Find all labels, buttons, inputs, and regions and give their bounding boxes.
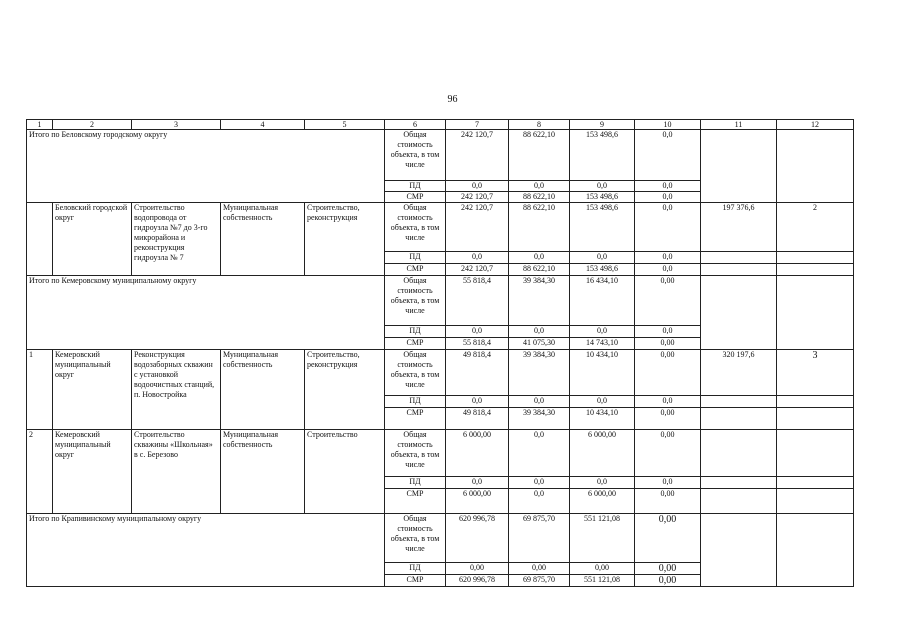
column-number-cell: 6 xyxy=(385,120,446,130)
amount-cell: 0,00 xyxy=(635,489,701,514)
column-number-cell: 5 xyxy=(305,120,385,130)
amount-cell: 153 498,6 xyxy=(570,203,635,252)
amount-cell: 0,00 xyxy=(635,514,701,563)
amount-cell: 0,00 xyxy=(509,563,570,575)
cost-type-label: СМР xyxy=(385,575,446,587)
column-number-cell: 9 xyxy=(570,120,635,130)
ownership-cell: Муниципальная собственность xyxy=(221,350,305,430)
capacity-cell xyxy=(701,514,777,587)
amount-cell: 88 622,10 xyxy=(509,264,570,276)
capacity-cell xyxy=(701,276,777,350)
column-number-cell: 2 xyxy=(53,120,132,130)
object-name-cell: Строительство скважины «Школьная» в с. Березово xyxy=(132,430,221,514)
amount-cell: 0,0 xyxy=(635,326,701,338)
district-total-title: Итого по Кемеровскому муниципальному округу xyxy=(27,276,385,350)
municipality-cell: Беловский городской округ xyxy=(53,203,132,276)
amount-cell: 88 622,10 xyxy=(509,192,570,203)
amount-cell: 153 498,6 xyxy=(570,130,635,181)
cost-type-label: Общая стоимость объекта, в том числе xyxy=(385,430,446,477)
cost-type-label: ПД xyxy=(385,477,446,489)
amount-cell: 6 000,00 xyxy=(570,430,635,477)
object-row xyxy=(27,430,854,477)
commission-year-cell: 2 xyxy=(777,203,854,252)
object-row xyxy=(27,203,854,252)
amount-cell: 0,0 xyxy=(509,396,570,408)
amount-cell: 39 384,30 xyxy=(509,408,570,430)
cost-type-label: ПД xyxy=(385,563,446,575)
ownership-cell: Муниципальная собственность xyxy=(221,430,305,514)
commission-year-cell xyxy=(777,252,854,264)
capacity-cell xyxy=(701,396,777,408)
amount-cell: 0,0 xyxy=(570,326,635,338)
amount-cell: 0,0 xyxy=(446,181,509,192)
amount-cell: 0,0 xyxy=(446,396,509,408)
amount-cell: 16 434,10 xyxy=(570,276,635,326)
amount-cell: 0,0 xyxy=(509,489,570,514)
amount-cell: 242 120,7 xyxy=(446,264,509,276)
cost-type-label: Общая стоимость объекта, в том числе xyxy=(385,203,446,252)
amount-cell: 10 434,10 xyxy=(570,408,635,430)
amount-cell: 620 996,78 xyxy=(446,575,509,587)
amount-cell: 0,0 xyxy=(570,181,635,192)
capacity-cell: 320 197,6 xyxy=(701,350,777,396)
cost-type-label: Общая стоимость объекта, в том числе xyxy=(385,350,446,396)
column-number-cell: 11 xyxy=(701,120,777,130)
amount-cell: 6 000,00 xyxy=(446,489,509,514)
amount-cell: 14 743,10 xyxy=(570,338,635,350)
total-row xyxy=(27,130,854,181)
cost-type-label: ПД xyxy=(385,181,446,192)
amount-cell: 242 120,7 xyxy=(446,203,509,252)
object-name-cell: Реконструкция водозаборных скважин с установкой водоочистных станций, п. Новостройка xyxy=(132,350,221,430)
capacity-cell xyxy=(701,252,777,264)
amount-cell: 0,0 xyxy=(635,252,701,264)
object-name-cell: Строительство водопровода от гидроузла №7 до 3-го микрорайона и реконструкция гидроузла № 7 xyxy=(132,203,221,276)
amount-cell: 0,0 xyxy=(509,181,570,192)
district-total-title: Итого по Беловскому городскому округу xyxy=(27,130,385,203)
amount-cell: 49 818,4 xyxy=(446,408,509,430)
page-number: 96 xyxy=(447,94,458,105)
capacity-cell xyxy=(701,430,777,477)
amount-cell: 55 818,4 xyxy=(446,338,509,350)
cost-type-label: Общая стоимость объекта, в том числе xyxy=(385,514,446,563)
municipality-cell: Кемеровский муниципальный округ xyxy=(53,350,132,430)
amount-cell: 0,0 xyxy=(570,477,635,489)
amount-cell: 49 818,4 xyxy=(446,350,509,396)
object-row xyxy=(27,350,854,396)
capacity-cell xyxy=(701,489,777,514)
commission-year-cell xyxy=(777,130,854,203)
amount-cell: 0,0 xyxy=(446,252,509,264)
column-number-cell: 1 xyxy=(27,120,53,130)
commission-year-cell xyxy=(777,477,854,489)
amount-cell: 88 622,10 xyxy=(509,130,570,181)
amount-cell: 0,00 xyxy=(635,338,701,350)
commission-year-cell xyxy=(777,264,854,276)
amount-cell: 0,00 xyxy=(635,276,701,326)
amount-cell: 88 622,10 xyxy=(509,203,570,252)
cost-type-label: СМР xyxy=(385,264,446,276)
row-number-cell xyxy=(27,203,53,276)
amount-cell: 0,0 xyxy=(570,252,635,264)
column-number-cell: 8 xyxy=(509,120,570,130)
amount-cell: 0,00 xyxy=(635,408,701,430)
cost-type-label: ПД xyxy=(385,396,446,408)
ownership-cell: Муниципальная собственность xyxy=(221,203,305,276)
cost-type-label: Общая стоимость объекта, в том числе xyxy=(385,276,446,326)
commission-year-cell xyxy=(777,430,854,477)
capacity-cell xyxy=(701,130,777,203)
amount-cell: 153 498,6 xyxy=(570,264,635,276)
amount-cell: 0,00 xyxy=(635,430,701,477)
commission-year-cell xyxy=(777,276,854,350)
work-type-cell: Строительство, реконструкция xyxy=(305,350,385,430)
work-type-cell: Строительство, реконструкция xyxy=(305,203,385,276)
column-number-cell: 10 xyxy=(635,120,701,130)
amount-cell: 0,0 xyxy=(509,326,570,338)
amount-cell: 0,0 xyxy=(570,396,635,408)
amount-cell: 0,0 xyxy=(509,252,570,264)
column-number-cell: 4 xyxy=(221,120,305,130)
amount-cell: 0,00 xyxy=(635,563,701,575)
amount-cell: 153 498,6 xyxy=(570,192,635,203)
cost-type-label: СМР xyxy=(385,408,446,430)
column-number-row xyxy=(27,120,854,130)
amount-cell: 0,0 xyxy=(635,203,701,252)
amount-cell: 242 120,7 xyxy=(446,130,509,181)
amount-cell: 0,0 xyxy=(635,264,701,276)
commission-year-cell xyxy=(777,408,854,430)
amount-cell: 6 000,00 xyxy=(570,489,635,514)
amount-cell: 0,0 xyxy=(635,130,701,181)
amount-cell: 41 075,30 xyxy=(509,338,570,350)
row-number-cell: 1 xyxy=(27,350,53,430)
column-number-cell: 12 xyxy=(777,120,854,130)
row-number-cell: 2 xyxy=(27,430,53,514)
municipality-cell: Кемеровский муниципальный округ xyxy=(53,430,132,514)
amount-cell: 0,0 xyxy=(635,192,701,203)
amount-cell: 0,00 xyxy=(570,563,635,575)
amount-cell: 0,00 xyxy=(446,563,509,575)
amount-cell: 620 996,78 xyxy=(446,514,509,563)
cost-type-label: ПД xyxy=(385,326,446,338)
amount-cell: 0,0 xyxy=(509,477,570,489)
amount-cell: 0,0 xyxy=(635,181,701,192)
cost-type-label: СМР xyxy=(385,338,446,350)
amount-cell: 10 434,10 xyxy=(570,350,635,396)
cost-type-label: СМР xyxy=(385,489,446,514)
work-type-cell: Строительство xyxy=(305,430,385,514)
commission-year-cell xyxy=(777,396,854,408)
amount-cell: 39 384,30 xyxy=(509,350,570,396)
capacity-cell xyxy=(701,264,777,276)
investment-table xyxy=(26,119,854,587)
amount-cell: 551 121,08 xyxy=(570,575,635,587)
amount-cell: 0,0 xyxy=(446,477,509,489)
district-total-title: Итого по Крапивинскому муниципальному округу xyxy=(27,514,385,587)
amount-cell: 69 875,70 xyxy=(509,575,570,587)
commission-year-cell xyxy=(777,489,854,514)
cost-type-label: ПД xyxy=(385,252,446,264)
amount-cell: 6 000,00 xyxy=(446,430,509,477)
column-number-cell: 7 xyxy=(446,120,509,130)
amount-cell: 0,0 xyxy=(635,477,701,489)
column-number-cell: 3 xyxy=(132,120,221,130)
amount-cell: 242 120,7 xyxy=(446,192,509,203)
amount-cell: 69 875,70 xyxy=(509,514,570,563)
cost-type-label: СМР xyxy=(385,192,446,203)
total-row xyxy=(27,514,854,563)
commission-year-cell: 3 xyxy=(777,350,854,396)
cost-type-label: Общая стоимость объекта, в том числе xyxy=(385,130,446,181)
amount-cell: 39 384,30 xyxy=(509,276,570,326)
amount-cell: 55 818,4 xyxy=(446,276,509,326)
amount-cell: 0,00 xyxy=(635,350,701,396)
capacity-cell: 197 376,6 xyxy=(701,203,777,252)
capacity-cell xyxy=(701,477,777,489)
commission-year-cell xyxy=(777,514,854,587)
table-body xyxy=(27,120,854,587)
amount-cell: 0,0 xyxy=(509,430,570,477)
total-row xyxy=(27,276,854,326)
capacity-cell xyxy=(701,408,777,430)
amount-cell: 0,00 xyxy=(635,575,701,587)
amount-cell: 0,0 xyxy=(446,326,509,338)
amount-cell: 551 121,08 xyxy=(570,514,635,563)
amount-cell: 0,0 xyxy=(635,396,701,408)
